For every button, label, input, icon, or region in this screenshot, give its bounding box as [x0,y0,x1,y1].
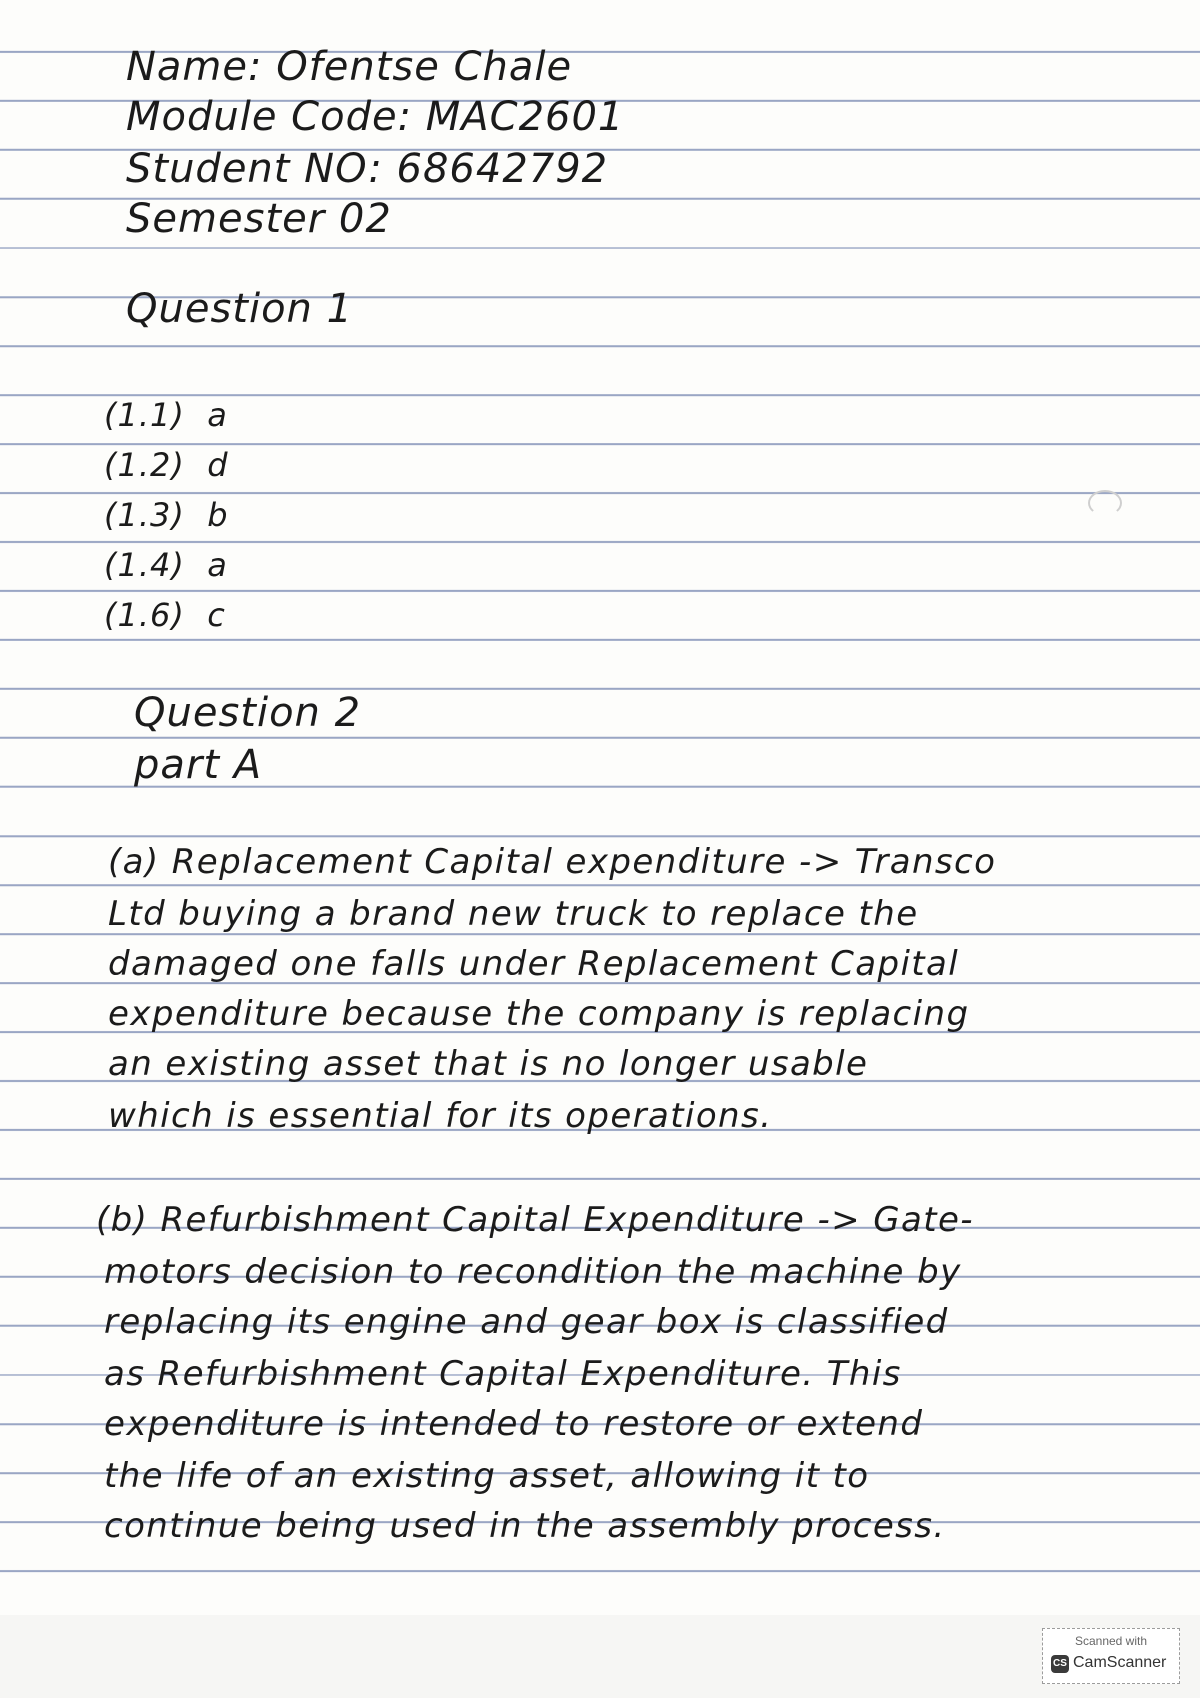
question-2-part: part A [134,742,263,788]
answer-a-line: damaged one falls under Replacement Capital [108,944,960,984]
camscanner-watermark [1042,1628,1180,1684]
answer-number: (1.6) [104,596,185,634]
answer-b-line: expenditure is intended to restore or extend [104,1404,924,1444]
answer-b-line: the life of an existing asset, allowing it to [104,1456,870,1496]
answer-row [104,596,226,634]
answer-row [104,546,228,584]
answer-letter: b [207,496,229,534]
answer-letter: a [207,546,228,584]
answer-b-line: continue being used in the assembly process. [104,1506,946,1546]
pen-smudge-mark [1088,490,1122,516]
question-1-title: Question 1 [126,286,354,332]
answer-row [104,446,229,484]
question-2-title: Question 2 [134,690,362,736]
semester: Semester 02 [126,196,392,242]
answer-number: (1.2) [104,446,185,484]
answer-b-line: motors decision to recondition the machine by [104,1252,962,1292]
answer-number: (1.3) [104,496,185,534]
answer-letter: d [207,446,229,484]
answer-a-line: (a) Replacement Capital expenditure -> Transco [108,842,997,882]
answer-b-line: (b) Refurbishment Capital Expenditure -> Gate- [96,1200,974,1240]
answer-a-line: expenditure because the company is replacing [108,994,970,1034]
answer-b-line: replacing its engine and gear box is classified [104,1302,949,1342]
answer-letter: a [207,396,228,434]
answer-a-line: which is essential for its operations. [108,1096,773,1136]
answer-letter: c [207,596,226,634]
student-number: Student NO: 68642792 [126,146,609,192]
answer-a-line: an existing asset that is no longer usable [108,1044,869,1084]
answer-row [104,396,228,434]
answer-number: (1.4) [104,546,185,584]
camscanner-name: CamScanner [1073,1654,1167,1671]
answer-row [104,496,229,534]
answer-b-line: as Refurbishment Capital Expenditure. This [104,1354,902,1394]
scanned-with-text: Scanned with [1074,1634,1148,1648]
answer-number: (1.1) [104,396,185,434]
student-name: Name: Ofentse Chale [126,44,573,90]
module-code: Module Code: MAC2601 [126,94,625,140]
camscanner-logo-icon: CS [1051,1655,1069,1673]
answer-a-line: Ltd buying a brand new truck to replace the [108,894,919,934]
